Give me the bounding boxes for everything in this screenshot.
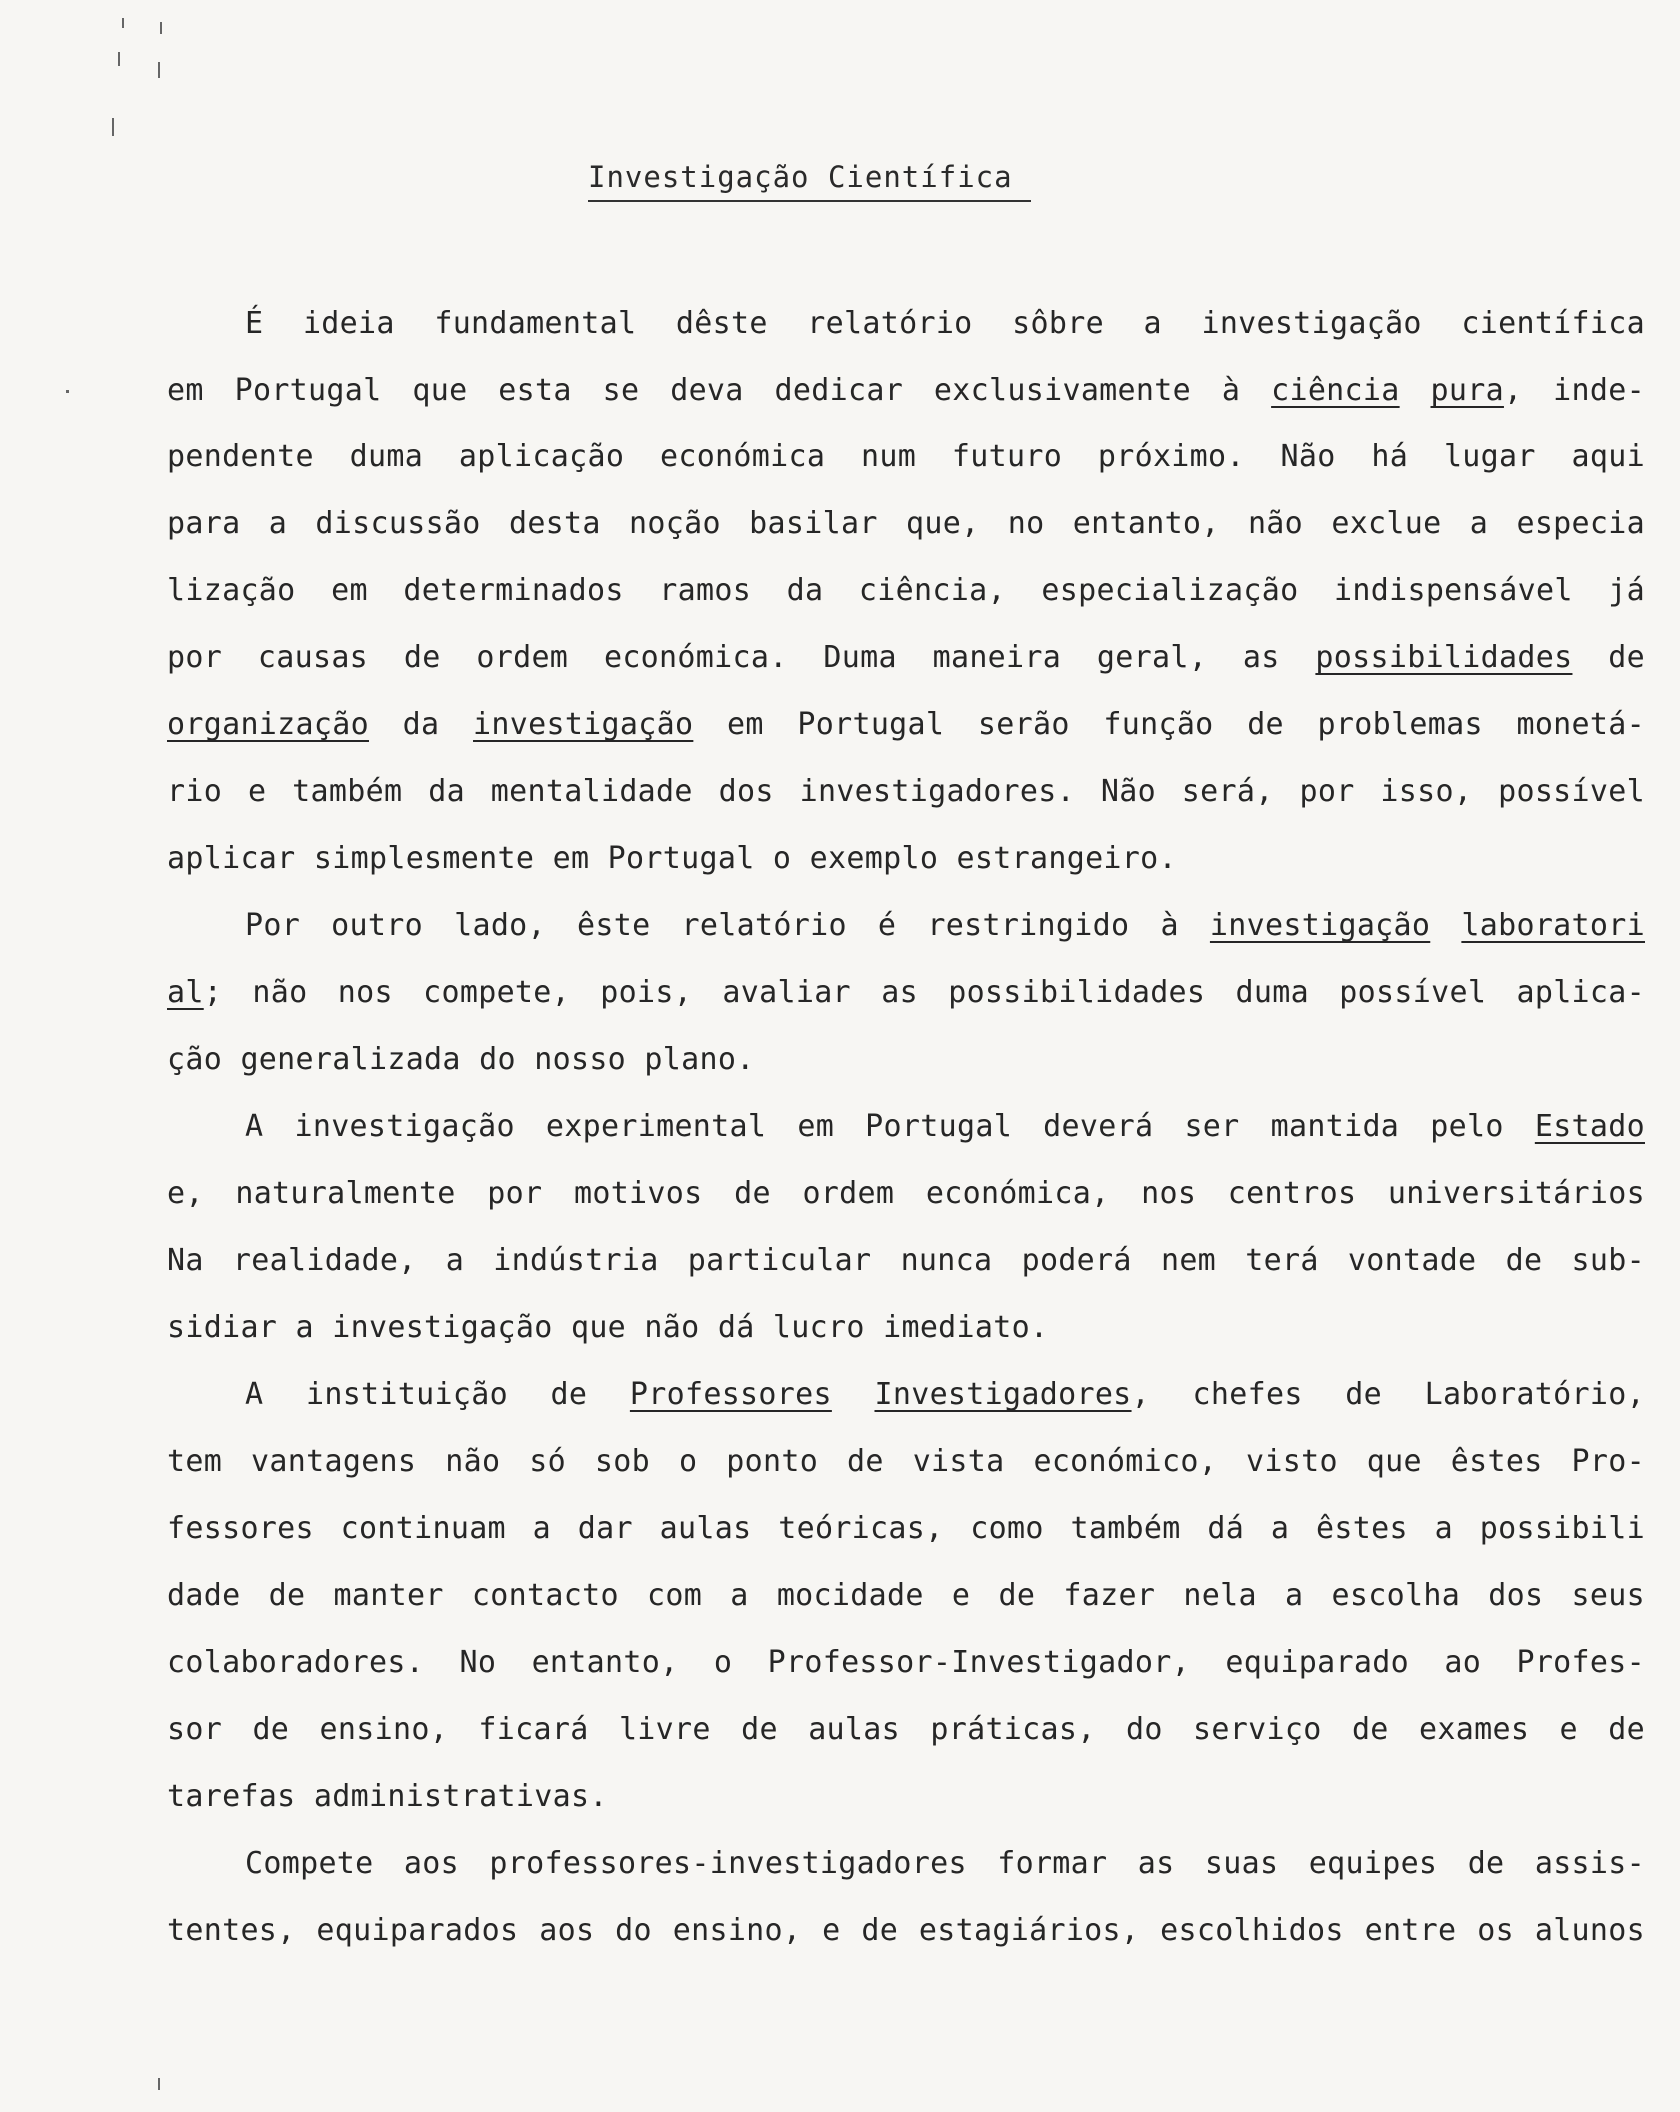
margin-mark [66, 390, 69, 393]
text-line: organização da investigação em Portugal serão função de problemas monetá- [167, 707, 1645, 742]
margin-mark [160, 22, 162, 34]
text-line: em Portugal que esta se deva dedicar exclusivamente à ciência pura, inde- [167, 373, 1645, 408]
text-line: Na realidade, a indústria particular nunca poderá nem terá vontade de sub- [167, 1243, 1645, 1278]
margin-mark [158, 62, 160, 78]
text-line: aplicar simplesmente em Portugal o exemplo estrangeiro. [167, 841, 1177, 876]
text-line: rio e também da mentalidade dos investigadores. Não será, por isso, possível [167, 774, 1645, 809]
text-line: e, naturalmente por motivos de ordem económica, nos centros universitários [167, 1176, 1645, 1211]
text-line: para a discussão desta noção basilar que, no entanto, não exclue a especia [167, 506, 1645, 541]
text-line: ção generalizada do nosso plano. [167, 1042, 755, 1077]
text-line: Por outro lado, êste relatório é restringido à investigação laboratori [245, 908, 1645, 943]
text-line: sidiar a investigação que não dá lucro imediato. [167, 1310, 1049, 1345]
text-line: tarefas administrativas. [167, 1779, 608, 1814]
text-line: sor de ensino, ficará livre de aulas práticas, do serviço de exames e de [167, 1712, 1645, 1747]
text-line: tentes, equiparados aos do ensino, e de estagiários, escolhidos entre os alunos [167, 1913, 1645, 1948]
text-line: lização em determinados ramos da ciência, especialização indispensável já [167, 573, 1645, 608]
text-line: dade de manter contacto com a mocidade e de fazer nela a escolha dos seus [167, 1578, 1645, 1613]
text-line: fessores continuam a dar aulas teóricas, como também dá a êstes a possibili [167, 1511, 1645, 1546]
text-line: tem vantagens não só sob o ponto de vista económico, visto que êstes Pro- [167, 1444, 1645, 1479]
text-line: É ideia fundamental dêste relatório sôbre a investigação científica [245, 306, 1645, 341]
margin-mark [122, 18, 124, 28]
text-line: colaboradores. No entanto, o Professor-Investigador, equiparado ao Profes- [167, 1645, 1645, 1680]
margin-mark [112, 118, 114, 136]
text-line: por causas de ordem económica. Duma maneira geral, as possibilidades de [167, 640, 1645, 675]
text-line: A instituição de Professores Investigadores, chefes de Laboratório, [245, 1377, 1645, 1412]
page-title: Investigação Científica [588, 160, 1031, 202]
text-line: Compete aos professores-investigadores formar as suas equipes de assis- [245, 1846, 1645, 1881]
text-line: al; não nos compete, pois, avaliar as possibilidades duma possível aplica- [167, 975, 1645, 1010]
text-line: A investigação experimental em Portugal deverá ser mantida pelo Estado [245, 1109, 1645, 1144]
margin-mark [118, 52, 120, 66]
text-line: pendente duma aplicação económica num futuro próximo. Não há lugar aqui [167, 439, 1645, 474]
margin-mark [158, 2078, 160, 2090]
